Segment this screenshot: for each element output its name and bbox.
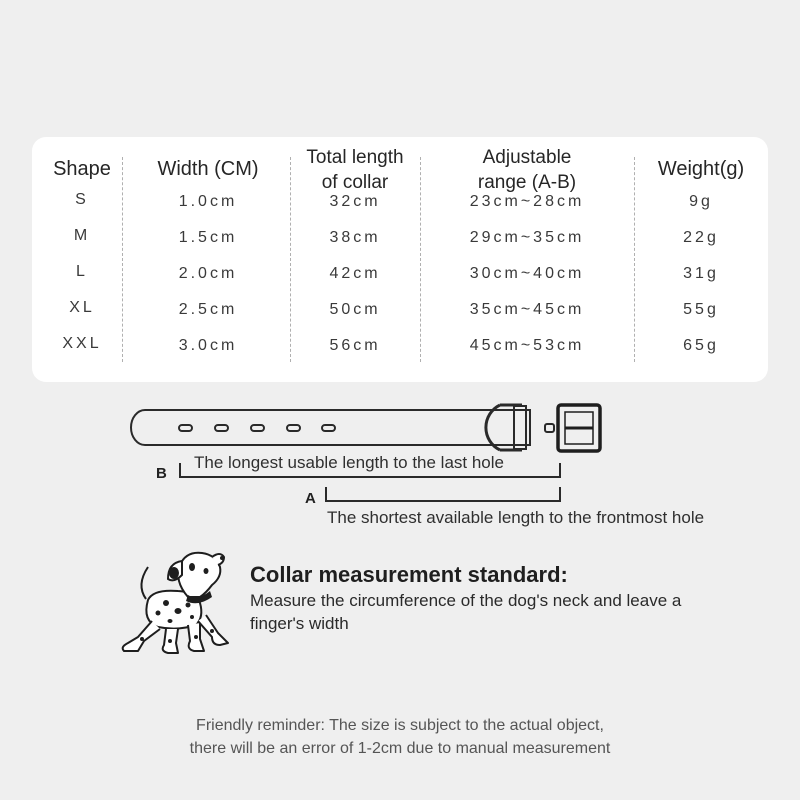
cell-weight: 9g (689, 193, 713, 210)
collar-diagram (0, 395, 800, 535)
friendly-reminder (0, 714, 800, 760)
measurement-standard-description: Measure the circumference of the dog's neck and leave a finger's width (250, 591, 682, 633)
header-adjustable-range: Adjustable range (A-B) (477, 147, 577, 193)
cell-width: 2.0cm (178, 265, 238, 282)
cell-width: 2.5cm (178, 301, 238, 318)
header-width: Width (CM) (157, 158, 259, 180)
cell-width: 3.0cm (178, 337, 238, 354)
cell-total: 38cm (329, 229, 381, 246)
cell-weight: 55g (683, 301, 719, 318)
column-divider (634, 157, 635, 362)
size-table (32, 137, 768, 382)
cell-shape: M (73, 227, 91, 244)
cell-shape: XL (69, 299, 95, 316)
cell-weight: 65g (683, 337, 719, 354)
measure-a-bracket (326, 487, 560, 501)
cell-width: 1.5cm (178, 229, 238, 246)
cell-shape: S (75, 191, 89, 208)
label-b: B (156, 465, 167, 482)
cell-total: 56cm (329, 337, 381, 354)
cell-weight: 31g (683, 265, 719, 282)
cell-width: 1.0cm (178, 193, 238, 210)
cell-total: 42cm (329, 265, 381, 282)
reminder-line-2: there will be an error of 1-2cm due to manual measurement (189, 740, 611, 757)
header-shape: Shape (53, 158, 111, 180)
cell-range: 35cm~45cm (469, 301, 585, 318)
measure-a-text: The shortest available length to the frontmost hole (327, 508, 705, 527)
measurement-standard-title: Collar measurement standard: (250, 562, 568, 587)
dalmatian-dog-illustration (108, 545, 238, 660)
header-weight: Weight(g) (657, 158, 745, 180)
collar-strap (131, 410, 530, 445)
cell-range: 45cm~53cm (469, 337, 585, 354)
cell-weight: 22g (683, 229, 719, 246)
cell-shape: XXL (62, 335, 102, 352)
cell-range: 23cm~28cm (469, 193, 585, 210)
column-divider (122, 157, 123, 362)
cell-shape: L (76, 263, 88, 280)
keeper-loop (514, 406, 526, 449)
label-a: A (305, 490, 316, 507)
header-total-length: Total length of collar (306, 147, 404, 193)
d-ring (486, 405, 500, 450)
cell-total: 32cm (329, 193, 381, 210)
collar-holes (179, 425, 335, 431)
reminder-line-1: Friendly reminder: The size is subject to the actual object, (196, 717, 604, 734)
cell-total: 50cm (329, 301, 381, 318)
cell-range: 30cm~40cm (469, 265, 585, 282)
cell-range: 29cm~35cm (469, 229, 585, 246)
measure-b-text: The longest usable length to the last hole (194, 453, 504, 472)
